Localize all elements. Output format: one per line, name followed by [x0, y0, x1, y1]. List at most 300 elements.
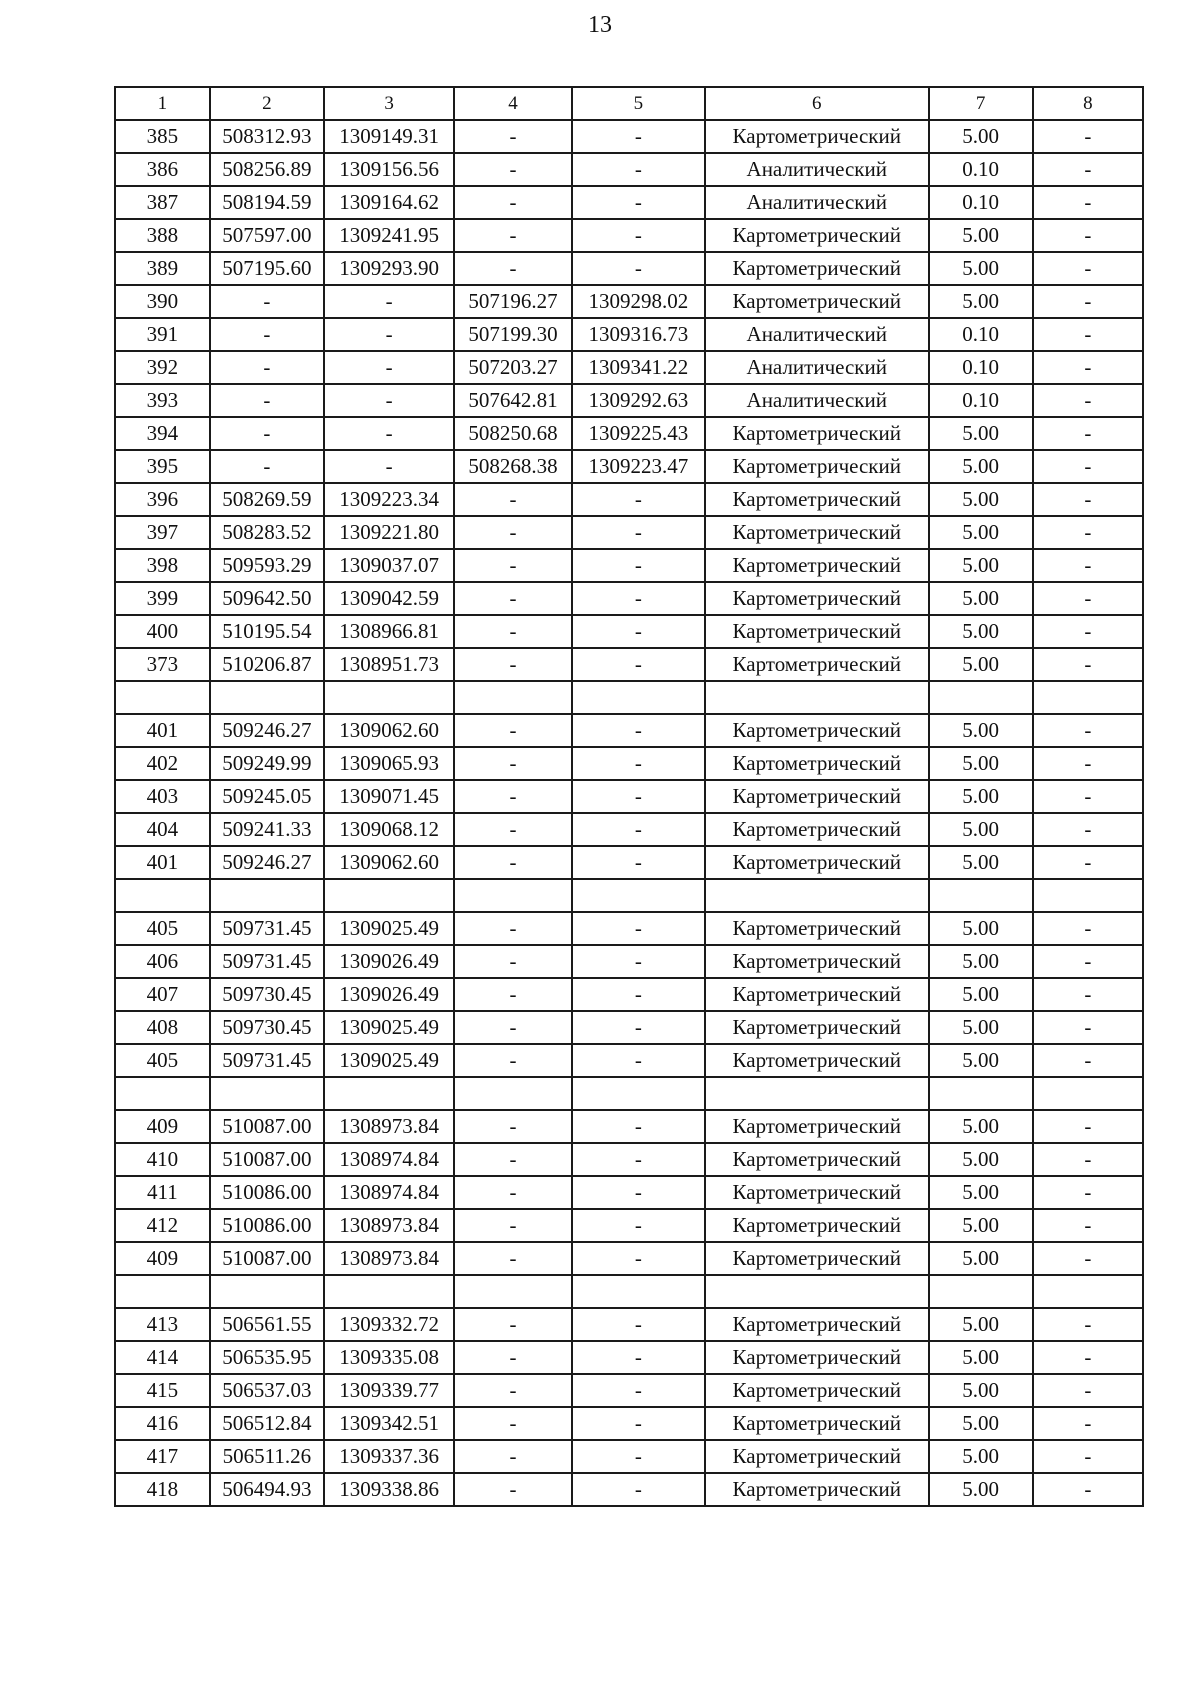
description-cell: - [1033, 1044, 1143, 1077]
point-number-cell: 387 [115, 186, 210, 219]
table-row [115, 450, 1143, 483]
y-coordinate-cell: 1308966.81 [324, 615, 454, 648]
table-row [115, 1341, 1143, 1374]
x-new-cell: - [454, 120, 572, 153]
description-cell [1033, 681, 1143, 714]
table-row [115, 747, 1143, 780]
x-coordinate-cell: 506561.55 [210, 1308, 324, 1341]
accuracy-cell: 5.00 [929, 285, 1033, 318]
method-cell: Картометрический [705, 1374, 929, 1407]
y-coordinate-cell: - [324, 384, 454, 417]
y-new-cell: - [572, 219, 705, 252]
accuracy-cell: 5.00 [929, 615, 1033, 648]
description-cell: - [1033, 648, 1143, 681]
point-number-cell: 418 [115, 1473, 210, 1506]
table-row [115, 1209, 1143, 1242]
y-new-cell: 1309316.73 [572, 318, 705, 351]
description-cell: - [1033, 780, 1143, 813]
column-header: 1 [115, 87, 210, 120]
x-coordinate-cell: 508269.59 [210, 483, 324, 516]
x-new-cell: - [454, 813, 572, 846]
y-new-cell: - [572, 252, 705, 285]
y-new-cell: - [572, 1044, 705, 1077]
accuracy-cell: 0.10 [929, 186, 1033, 219]
x-coordinate-cell [210, 1275, 324, 1308]
description-cell: - [1033, 1176, 1143, 1209]
accuracy-cell: 5.00 [929, 912, 1033, 945]
y-coordinate-cell: - [324, 450, 454, 483]
point-number-cell: 405 [115, 1044, 210, 1077]
point-number-cell: 394 [115, 417, 210, 450]
accuracy-cell: 5.00 [929, 1242, 1033, 1275]
accuracy-cell: 5.00 [929, 1044, 1033, 1077]
point-number-cell: 390 [115, 285, 210, 318]
y-coordinate-cell: 1309149.31 [324, 120, 454, 153]
point-number-cell: 417 [115, 1440, 210, 1473]
accuracy-cell: 5.00 [929, 1209, 1033, 1242]
method-cell [705, 1077, 929, 1110]
description-cell [1033, 879, 1143, 912]
description-cell [1033, 1275, 1143, 1308]
accuracy-cell: 5.00 [929, 219, 1033, 252]
point-number-cell: 403 [115, 780, 210, 813]
accuracy-cell: 5.00 [929, 1341, 1033, 1374]
table-row [115, 1044, 1143, 1077]
y-coordinate-cell: 1309025.49 [324, 1011, 454, 1044]
x-new-cell: 507642.81 [454, 384, 572, 417]
column-header: 3 [324, 87, 454, 120]
x-new-cell: - [454, 252, 572, 285]
x-new-cell [454, 1275, 572, 1308]
accuracy-cell: 0.10 [929, 318, 1033, 351]
y-new-cell: - [572, 1341, 705, 1374]
accuracy-cell: 5.00 [929, 648, 1033, 681]
description-cell: - [1033, 318, 1143, 351]
y-coordinate-cell: 1309223.34 [324, 483, 454, 516]
accuracy-cell: 5.00 [929, 120, 1033, 153]
y-coordinate-cell: - [324, 417, 454, 450]
table-row [115, 912, 1143, 945]
description-cell: - [1033, 1473, 1143, 1506]
y-coordinate-cell [324, 1275, 454, 1308]
point-number-cell: 409 [115, 1110, 210, 1143]
point-number-cell: 399 [115, 582, 210, 615]
y-new-cell: - [572, 186, 705, 219]
accuracy-cell [929, 879, 1033, 912]
table-row [115, 318, 1143, 351]
y-coordinate-cell: - [324, 318, 454, 351]
x-new-cell: - [454, 1374, 572, 1407]
x-coordinate-cell: 509246.27 [210, 714, 324, 747]
x-new-cell: - [454, 1209, 572, 1242]
page-number: 13 [588, 12, 612, 38]
method-cell: Картометрический [705, 549, 929, 582]
table-row [115, 1473, 1143, 1506]
method-cell: Картометрический [705, 252, 929, 285]
y-new-cell: 1309223.47 [572, 450, 705, 483]
x-coordinate-cell: 509249.99 [210, 747, 324, 780]
y-coordinate-cell [324, 681, 454, 714]
y-new-cell: - [572, 978, 705, 1011]
x-new-cell: - [454, 1011, 572, 1044]
point-number-cell: 410 [115, 1143, 210, 1176]
point-number-cell: 398 [115, 549, 210, 582]
y-new-cell: - [572, 483, 705, 516]
x-coordinate-cell [210, 1077, 324, 1110]
table-row [115, 648, 1143, 681]
y-coordinate-cell: 1309293.90 [324, 252, 454, 285]
x-new-cell: - [454, 549, 572, 582]
x-new-cell: - [454, 978, 572, 1011]
point-number-cell [115, 879, 210, 912]
x-new-cell: - [454, 714, 572, 747]
table-row [115, 153, 1143, 186]
y-coordinate-cell: 1309339.77 [324, 1374, 454, 1407]
x-coordinate-cell: 508312.93 [210, 120, 324, 153]
accuracy-cell: 5.00 [929, 1176, 1033, 1209]
point-number-cell: 408 [115, 1011, 210, 1044]
method-cell: Аналитический [705, 351, 929, 384]
table-row [115, 219, 1143, 252]
x-new-cell: 507199.30 [454, 318, 572, 351]
x-new-cell: - [454, 912, 572, 945]
table-row-separator [115, 1077, 1143, 1110]
column-header: 5 [572, 87, 705, 120]
description-cell [1033, 1077, 1143, 1110]
table-row-separator [115, 879, 1143, 912]
table-row [115, 285, 1143, 318]
y-coordinate-cell: 1309241.95 [324, 219, 454, 252]
method-cell: Картометрический [705, 1341, 929, 1374]
point-number-cell: 401 [115, 714, 210, 747]
y-new-cell: - [572, 549, 705, 582]
method-cell: Картометрический [705, 1407, 929, 1440]
description-cell: - [1033, 450, 1143, 483]
accuracy-cell: 5.00 [929, 582, 1033, 615]
y-coordinate-cell: 1308973.84 [324, 1110, 454, 1143]
y-coordinate-cell: 1309156.56 [324, 153, 454, 186]
y-new-cell: - [572, 582, 705, 615]
x-coordinate-cell: - [210, 417, 324, 450]
x-new-cell: - [454, 1143, 572, 1176]
description-cell: - [1033, 153, 1143, 186]
x-coordinate-cell: 509245.05 [210, 780, 324, 813]
accuracy-cell: 5.00 [929, 813, 1033, 846]
y-new-cell [572, 1077, 705, 1110]
point-number-cell: 409 [115, 1242, 210, 1275]
x-coordinate-cell: 506537.03 [210, 1374, 324, 1407]
y-new-cell: - [572, 615, 705, 648]
y-coordinate-cell: - [324, 351, 454, 384]
table-row [115, 813, 1143, 846]
y-new-cell: 1309298.02 [572, 285, 705, 318]
table-row [115, 846, 1143, 879]
method-cell: Картометрический [705, 483, 929, 516]
x-coordinate-cell [210, 879, 324, 912]
point-number-cell [115, 681, 210, 714]
point-number-cell: 416 [115, 1407, 210, 1440]
x-new-cell: 507203.27 [454, 351, 572, 384]
x-new-cell: - [454, 780, 572, 813]
accuracy-cell: 5.00 [929, 549, 1033, 582]
y-coordinate-cell: 1309335.08 [324, 1341, 454, 1374]
y-new-cell: 1309341.22 [572, 351, 705, 384]
accuracy-cell: 5.00 [929, 945, 1033, 978]
table-row [115, 1110, 1143, 1143]
x-coordinate-cell: 510195.54 [210, 615, 324, 648]
x-new-cell: - [454, 747, 572, 780]
method-cell: Картометрический [705, 978, 929, 1011]
description-cell: - [1033, 1209, 1143, 1242]
y-coordinate-cell: - [324, 285, 454, 318]
y-coordinate-cell [324, 879, 454, 912]
description-cell: - [1033, 351, 1143, 384]
point-number-cell: 385 [115, 120, 210, 153]
x-new-cell: - [454, 1044, 572, 1077]
x-coordinate-cell: 510087.00 [210, 1242, 324, 1275]
method-cell [705, 1275, 929, 1308]
description-cell: - [1033, 384, 1143, 417]
accuracy-cell: 5.00 [929, 417, 1033, 450]
method-cell: Картометрический [705, 846, 929, 879]
method-cell: Картометрический [705, 1143, 929, 1176]
y-coordinate-cell: 1309025.49 [324, 1044, 454, 1077]
y-new-cell: - [572, 1209, 705, 1242]
method-cell [705, 879, 929, 912]
x-new-cell: 508250.68 [454, 417, 572, 450]
description-cell: - [1033, 912, 1143, 945]
x-new-cell: - [454, 582, 572, 615]
accuracy-cell: 5.00 [929, 1143, 1033, 1176]
accuracy-cell: 5.00 [929, 1440, 1033, 1473]
method-cell: Картометрический [705, 219, 929, 252]
accuracy-cell: 5.00 [929, 483, 1033, 516]
accuracy-cell [929, 1077, 1033, 1110]
x-new-cell: - [454, 186, 572, 219]
y-coordinate-cell: 1309164.62 [324, 186, 454, 219]
y-new-cell: - [572, 516, 705, 549]
x-coordinate-cell: 508283.52 [210, 516, 324, 549]
y-new-cell: - [572, 1374, 705, 1407]
y-new-cell: - [572, 1176, 705, 1209]
x-new-cell: - [454, 1308, 572, 1341]
x-coordinate-cell: - [210, 318, 324, 351]
y-coordinate-cell: 1309042.59 [324, 582, 454, 615]
table-row [115, 483, 1143, 516]
y-coordinate-cell: 1309338.86 [324, 1473, 454, 1506]
y-coordinate-cell: 1309025.49 [324, 912, 454, 945]
table-row-separator [115, 1275, 1143, 1308]
method-cell: Картометрический [705, 648, 929, 681]
x-coordinate-cell: 507195.60 [210, 252, 324, 285]
accuracy-cell: 0.10 [929, 384, 1033, 417]
description-cell: - [1033, 615, 1143, 648]
y-new-cell [572, 1275, 705, 1308]
accuracy-cell: 5.00 [929, 252, 1033, 285]
method-cell: Картометрический [705, 516, 929, 549]
y-new-cell: - [572, 780, 705, 813]
coordinates-table [114, 86, 1144, 1507]
accuracy-cell: 5.00 [929, 978, 1033, 1011]
y-coordinate-cell: 1309342.51 [324, 1407, 454, 1440]
method-cell: Картометрический [705, 813, 929, 846]
x-new-cell: - [454, 945, 572, 978]
y-coordinate-cell: 1308951.73 [324, 648, 454, 681]
y-new-cell: - [572, 1143, 705, 1176]
description-cell: - [1033, 417, 1143, 450]
y-new-cell [572, 879, 705, 912]
x-new-cell: - [454, 1176, 572, 1209]
y-coordinate-cell: 1309026.49 [324, 945, 454, 978]
y-coordinate-cell: 1309037.07 [324, 549, 454, 582]
column-header: 2 [210, 87, 324, 120]
x-coordinate-cell: 509593.29 [210, 549, 324, 582]
point-number-cell: 391 [115, 318, 210, 351]
x-coordinate-cell: - [210, 384, 324, 417]
table-row [115, 549, 1143, 582]
description-cell: - [1033, 846, 1143, 879]
point-number-cell: 386 [115, 153, 210, 186]
point-number-cell: 373 [115, 648, 210, 681]
y-new-cell: 1309292.63 [572, 384, 705, 417]
x-new-cell: 507196.27 [454, 285, 572, 318]
description-cell: - [1033, 1110, 1143, 1143]
table-row [115, 1176, 1143, 1209]
method-cell: Картометрический [705, 1473, 929, 1506]
method-cell: Картометрический [705, 285, 929, 318]
accuracy-cell: 5.00 [929, 450, 1033, 483]
point-number-cell: 396 [115, 483, 210, 516]
x-coordinate-cell: 507597.00 [210, 219, 324, 252]
table-row [115, 714, 1143, 747]
description-cell: - [1033, 714, 1143, 747]
y-coordinate-cell: 1309337.36 [324, 1440, 454, 1473]
method-cell: Картометрический [705, 120, 929, 153]
description-cell: - [1033, 1011, 1143, 1044]
accuracy-cell: 5.00 [929, 846, 1033, 879]
point-number-cell: 393 [115, 384, 210, 417]
method-cell: Картометрический [705, 945, 929, 978]
x-new-cell: - [454, 516, 572, 549]
accuracy-cell: 5.00 [929, 714, 1033, 747]
description-cell: - [1033, 813, 1143, 846]
description-cell: - [1033, 1341, 1143, 1374]
table-row [115, 1407, 1143, 1440]
table-row [115, 1440, 1143, 1473]
method-cell: Картометрический [705, 1044, 929, 1077]
column-header: 8 [1033, 87, 1143, 120]
point-number-cell [115, 1275, 210, 1308]
point-number-cell: 389 [115, 252, 210, 285]
accuracy-cell: 5.00 [929, 516, 1033, 549]
y-coordinate-cell: 1309065.93 [324, 747, 454, 780]
x-new-cell: - [454, 648, 572, 681]
method-cell: Картометрический [705, 747, 929, 780]
y-new-cell: - [572, 648, 705, 681]
point-number-cell [115, 1077, 210, 1110]
description-cell: - [1033, 1407, 1143, 1440]
y-new-cell: - [572, 747, 705, 780]
y-new-cell: - [572, 912, 705, 945]
column-header: 4 [454, 87, 572, 120]
method-cell: Аналитический [705, 186, 929, 219]
table-row-separator [115, 681, 1143, 714]
x-new-cell: - [454, 1407, 572, 1440]
table-row [115, 945, 1143, 978]
y-coordinate-cell: 1308974.84 [324, 1143, 454, 1176]
x-coordinate-cell: 509731.45 [210, 912, 324, 945]
x-new-cell [454, 879, 572, 912]
method-cell: Картометрический [705, 615, 929, 648]
method-cell: Аналитический [705, 384, 929, 417]
y-new-cell: - [572, 1242, 705, 1275]
x-coordinate-cell: - [210, 351, 324, 384]
x-new-cell [454, 1077, 572, 1110]
x-new-cell: - [454, 153, 572, 186]
method-cell: Аналитический [705, 153, 929, 186]
y-coordinate-cell [324, 1077, 454, 1110]
table-row [115, 780, 1143, 813]
description-cell: - [1033, 582, 1143, 615]
x-new-cell: - [454, 846, 572, 879]
table-row [115, 384, 1143, 417]
y-coordinate-cell: 1309068.12 [324, 813, 454, 846]
y-new-cell: - [572, 1110, 705, 1143]
description-cell: - [1033, 219, 1143, 252]
x-new-cell: - [454, 1341, 572, 1374]
method-cell: Картометрический [705, 582, 929, 615]
method-cell: Картометрический [705, 450, 929, 483]
x-coordinate-cell [210, 681, 324, 714]
header-row [115, 87, 1143, 120]
method-cell: Картометрический [705, 417, 929, 450]
x-coordinate-cell: 506512.84 [210, 1407, 324, 1440]
description-cell: - [1033, 186, 1143, 219]
x-coordinate-cell: 510086.00 [210, 1176, 324, 1209]
accuracy-cell: 5.00 [929, 747, 1033, 780]
x-coordinate-cell: 506535.95 [210, 1341, 324, 1374]
description-cell: - [1033, 945, 1143, 978]
method-cell: Картометрический [705, 780, 929, 813]
description-cell: - [1033, 483, 1143, 516]
accuracy-cell: 5.00 [929, 1473, 1033, 1506]
table-body [115, 120, 1143, 1506]
method-cell: Картометрический [705, 1242, 929, 1275]
y-coordinate-cell: 1308974.84 [324, 1176, 454, 1209]
point-number-cell: 401 [115, 846, 210, 879]
y-new-cell: - [572, 1440, 705, 1473]
table-row [115, 516, 1143, 549]
description-cell: - [1033, 1374, 1143, 1407]
point-number-cell: 411 [115, 1176, 210, 1209]
y-new-cell: - [572, 813, 705, 846]
method-cell: Картометрический [705, 1176, 929, 1209]
table-row [115, 252, 1143, 285]
x-coordinate-cell: 506494.93 [210, 1473, 324, 1506]
point-number-cell: 405 [115, 912, 210, 945]
x-coordinate-cell: 509731.45 [210, 1044, 324, 1077]
table-row [115, 978, 1143, 1011]
method-cell [705, 681, 929, 714]
x-coordinate-cell: 508256.89 [210, 153, 324, 186]
x-coordinate-cell: 510206.87 [210, 648, 324, 681]
y-new-cell: - [572, 120, 705, 153]
y-new-cell: - [572, 153, 705, 186]
table-row [115, 1011, 1143, 1044]
point-number-cell: 402 [115, 747, 210, 780]
accuracy-cell: 5.00 [929, 1407, 1033, 1440]
point-number-cell: 392 [115, 351, 210, 384]
